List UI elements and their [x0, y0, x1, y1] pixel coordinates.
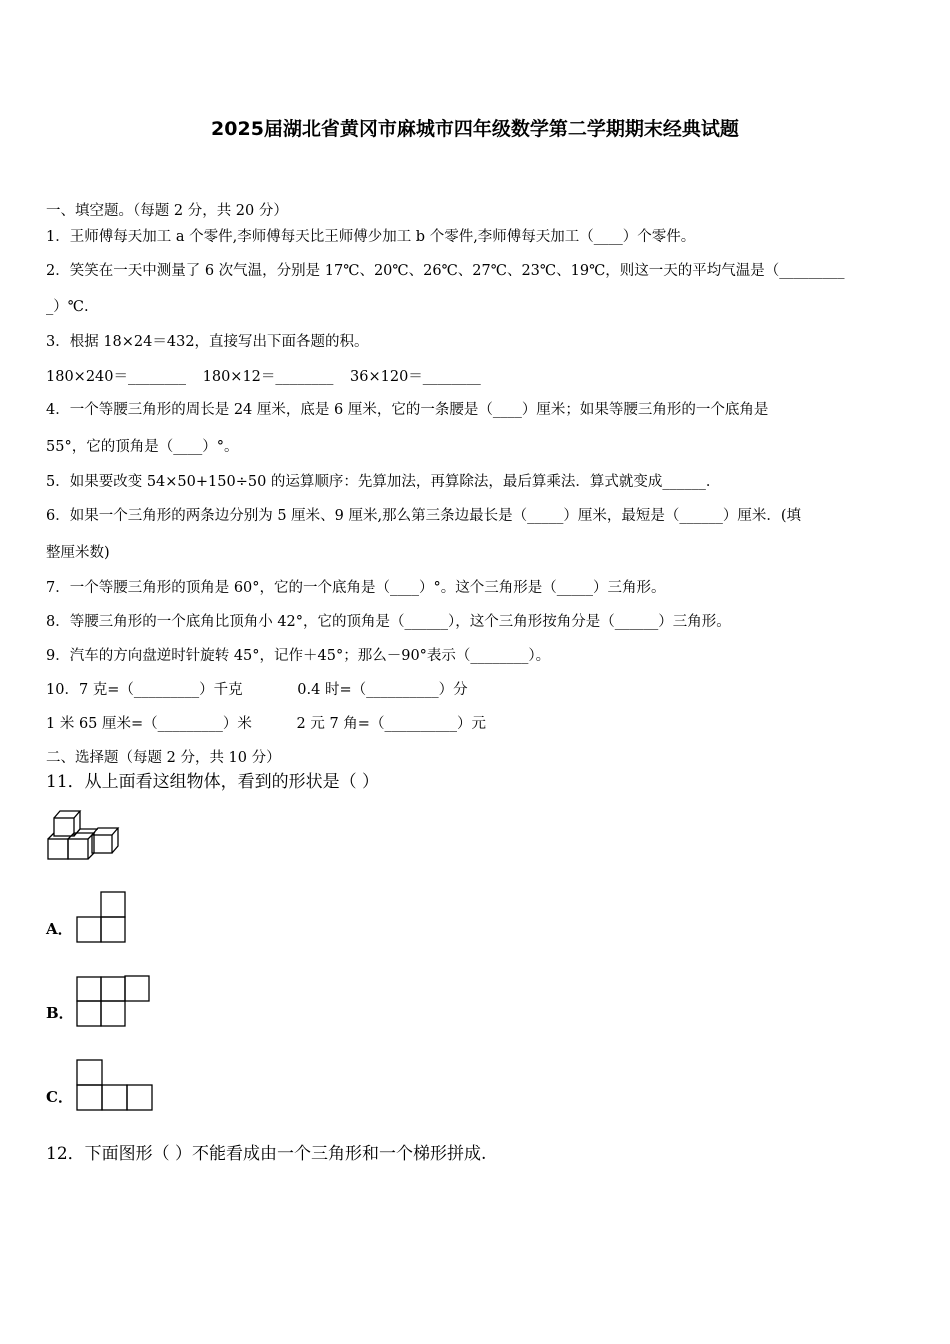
- option-c-figure: [76, 1059, 154, 1112]
- question-8: 8．等腰三角形的一个底角比顶角小 42°，它的顶角是（______），这个三角形按角分是（______）三角形。: [46, 614, 731, 630]
- cube-stack-figure: [46, 806, 126, 862]
- option-b-label: B．: [46, 1004, 74, 1022]
- page-title: 2025届湖北省黄冈市麻城市四年级数学第二学期期末经典试题: [211, 118, 739, 140]
- option-a-label: A．: [46, 920, 73, 938]
- option-c-label: C．: [46, 1088, 73, 1106]
- question-3-item-2: 180×12＝________: [202, 369, 334, 385]
- question-6-line-1: 6．如果一个三角形的两条边分别为 5 厘米、9 厘米,那么第三条边最长是（_____）厘米，最短是（______）厘米．(填: [46, 508, 802, 524]
- question-3-items: [46, 367, 481, 387]
- question-3-item-1: 180×240＝________: [46, 369, 187, 385]
- question-6-line-2: 整厘米数): [46, 545, 110, 561]
- option-a-figure: [76, 891, 128, 943]
- option-b-figure: [76, 975, 152, 1028]
- question-10-row-2: [46, 714, 486, 734]
- section-heading-choice: 二、选择题（每题 2 分，共 10 分）: [46, 750, 281, 766]
- question-2-line-2: _）℃.: [46, 299, 89, 315]
- question-7: 7．一个等腰三角形的顶角是 60°，它的一个底角是（____）°。这个三角形是（_____）三角形。: [46, 580, 666, 596]
- question-4-line-1: 4．一个等腰三角形的周长是 24 厘米，底是 6 厘米，它的一条腰是（____）厘米；如果等腰三角形的一个底角是: [46, 402, 769, 418]
- question-5: 5．如果要改变 54×50+150÷50 的运算顺序：先算加法，再算除法，最后算乘法．算式就变成______．: [46, 474, 721, 490]
- question-2-line-1: 2．笑笑在一天中测量了 6 次气温，分别是 17℃、20℃、26℃、27℃、23℃、19℃，则这一天的平均气温是（_________: [46, 263, 845, 279]
- question-1: 1．王师傅每天加工 a 个零件,李师傅每天比王师傅少加工 b 个零件,李师傅每天加工（____）个零件。: [46, 229, 696, 245]
- question-3-item-3: 36×120＝________: [350, 369, 481, 385]
- question-11: 11．从上面看这组物体，看到的形状是（ ）: [46, 772, 380, 792]
- section-heading-fill-in: 一、填空题。（每题 2 分，共 20 分）: [46, 203, 288, 219]
- question-9: 9．汽车的方向盘逆时针旋转 45°，记作＋45°；那么－90°表示（________）。: [46, 648, 551, 664]
- question-10-d: 2 元 7 角=（__________）元: [296, 716, 486, 732]
- question-4-line-2: 55°，它的顶角是（____）°。: [46, 439, 239, 455]
- question-3-intro: 3．根据 18×24＝432，直接写出下面各题的积。: [46, 334, 369, 350]
- question-10-a: 10．7 克=（_________）千克: [46, 682, 243, 698]
- question-10-c: 1 米 65 厘米=（_________）米: [46, 716, 252, 732]
- question-10-row-1: [46, 680, 468, 700]
- question-10-b: 0.4 时=（__________）分: [297, 682, 468, 698]
- question-12: 12．下面图形（ ）不能看成由一个三角形和一个梯形拼成.: [46, 1144, 487, 1164]
